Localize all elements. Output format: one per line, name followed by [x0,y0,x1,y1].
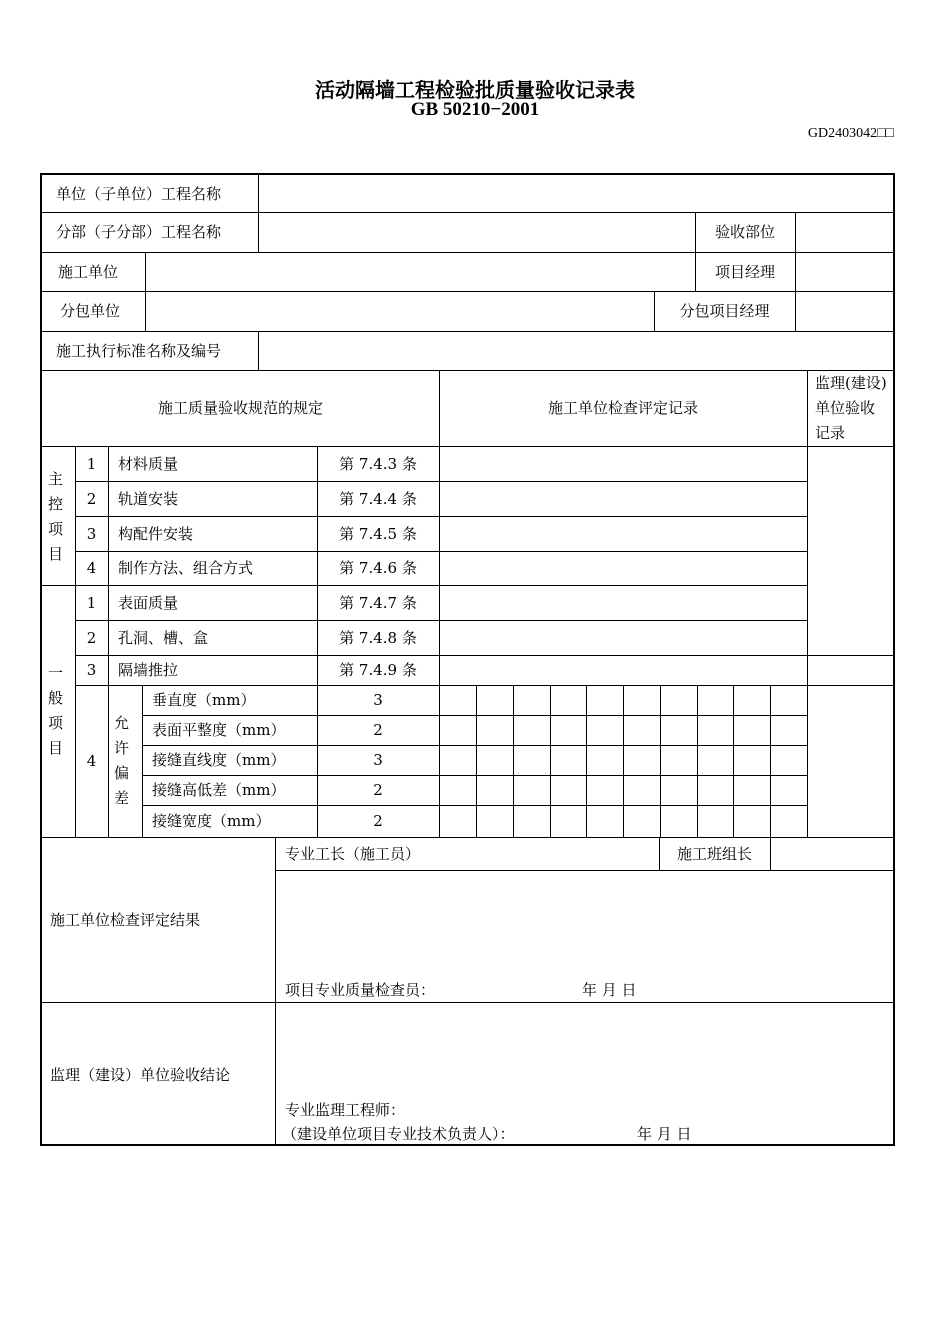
inspection-record-header: 施工单位检查评定记录 [547,399,698,417]
acceptance-record-table [40,173,895,1146]
supervision-date: 年 月 日 [637,1125,692,1143]
main-item-name: 轨道安装 [118,489,179,508]
general-item-name: 孔洞、槽、盒 [118,628,209,647]
main-item-name: 制作方法、组合方式 [118,559,254,577]
supervision-conclusion-label: 监理（建设）单位验收结论 [50,1066,231,1084]
general-item-name: 隔墙推拉 [118,661,179,679]
regulation-header: 施工质量验收规范的规定 [157,399,323,417]
inspection-date: 年 月 日 [582,981,637,999]
supervisor-label: 专业监理工程师： [285,1101,406,1119]
tolerance-item-name: 表面平整度（mm） [152,721,286,739]
main-item-no: 4 [86,559,97,577]
tolerance-item-value: 3 [373,691,383,709]
main-item-no: 3 [86,524,97,543]
general-item-clause: 第 7.4.8 条 [339,628,417,647]
main-item-name: 构配件安装 [118,524,194,543]
general-item-no: 2 [86,628,97,647]
construction-unit-label: 施工单位 [58,262,119,281]
form-title: 活动隔墙工程检验批质量验收记录表 [315,78,635,102]
tolerance-item-name: 垂直度（mm） [152,691,256,709]
acceptance-part-label: 验收部位 [714,223,775,241]
tolerance-item-value: 3 [373,751,383,769]
general-items-label: 一般项目 [48,664,64,757]
tolerance-label: 允许偏差 [114,714,130,807]
tolerance-item-no: 4 [86,752,97,770]
quality-inspector-label: 项目专业质量检查员： [285,981,436,999]
project-manager-label: 项目经理 [714,262,775,281]
form-code: GD2403042□□ [807,126,894,141]
tolerance-item-name: 接缝高低差（mm） [152,781,286,799]
main-item-clause: 第 7.4.3 条 [339,454,417,473]
tolerance-item-value: 2 [373,812,383,830]
team-leader-label: 施工班组长 [676,844,752,863]
supervision-record-header: 监理(建设)单位验收记录 [815,373,887,442]
main-item-clause: 第 7.4.6 条 [339,559,417,577]
main-item-clause: 第 7.4.4 条 [339,489,417,508]
inspection-result-label: 施工单位检查评定结果 [50,910,201,929]
tolerance-item-name: 接缝宽度（mm） [152,812,271,830]
unit-project-name-label: 单位（子单位）工程名称 [56,184,222,203]
standard-code: GB 50210−2001 [410,99,540,120]
main-item-no: 1 [86,454,97,473]
standard-name-label: 施工执行标准名称及编号 [56,341,222,360]
main-item-clause: 第 7.4.5 条 [339,524,417,543]
tolerance-item-value: 2 [373,721,383,739]
general-item-no: 3 [86,661,97,679]
tolerance-item-value: 2 [373,781,383,799]
general-item-clause: 第 7.4.9 条 [339,661,417,679]
general-item-no: 1 [86,593,97,612]
main-item-no: 2 [86,489,97,508]
general-item-name: 表面质量 [118,593,179,612]
main-item-name: 材料质量 [118,454,179,473]
subcontract-manager-label: 分包项目经理 [679,302,770,320]
foreman-label: 专业工长（施工员） [285,844,421,863]
main-control-items-label: 主控项目 [48,470,64,563]
subcontract-unit-label: 分包单位 [60,302,121,320]
sub-project-name-label: 分部（子分部）工程名称 [56,223,222,241]
owner-representative-label: （建设单位项目专业技术负责人）： [282,1125,515,1143]
general-item-clause: 第 7.4.7 条 [339,593,417,612]
tolerance-item-name: 接缝直线度（mm） [152,751,286,769]
